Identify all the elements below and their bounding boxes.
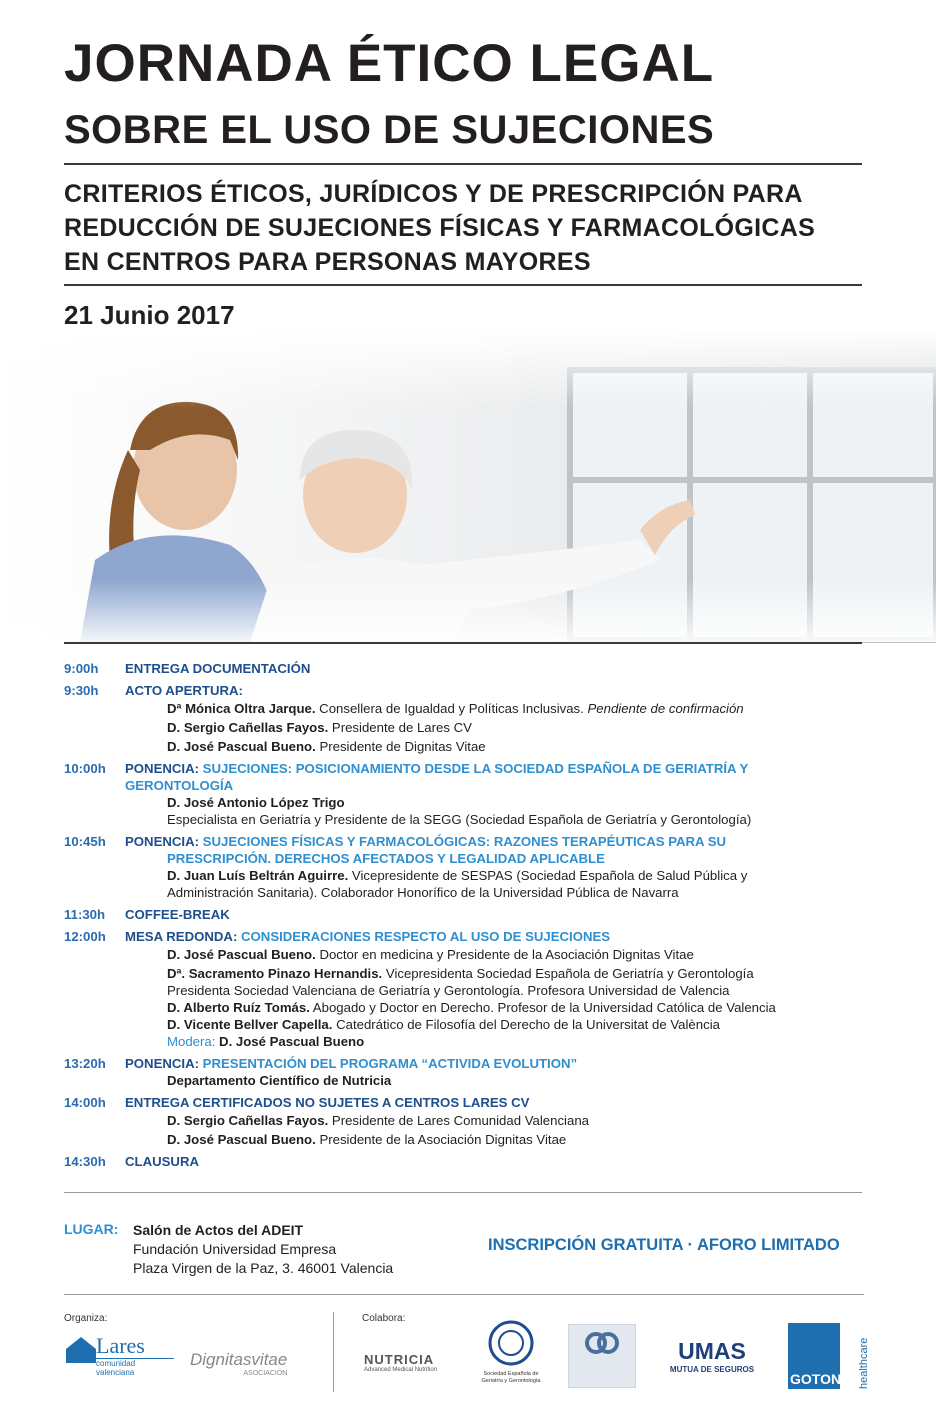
schedule-item: [64, 760, 864, 828]
speaker-line: D. Juan Luís Beltrán Aguirre. Vicepresidente de SESPAS (Sociedad Española de Salud Pública y: [167, 868, 748, 883]
event-title: JORNADA ÉTICO LEGAL: [64, 34, 715, 93]
schedule-item: [64, 682, 864, 755]
schedule-title: COFFEE-BREAK: [125, 907, 230, 922]
speaker-line: D. Sergio Cañellas Fayos. Presidente de Lares CV: [167, 720, 472, 735]
speaker-line: D. Sergio Cañellas Fayos. Presidente de Lares Comunidad Valenciana: [167, 1113, 589, 1128]
colabora-label: Colabora:: [362, 1313, 406, 1324]
divider: [64, 163, 862, 165]
schedule-time: 11:30h: [64, 907, 106, 922]
schedule-time: 10:00h: [64, 761, 106, 776]
speaker-line: D. Vicente Bellver Capella. Catedrático de Filosofía del Derecho de la Universitat de València: [167, 1017, 720, 1032]
schedule-title: PONENCIA: SUJECIONES FÍSICAS Y FARMACOLÓGICAS: RAZONES TERAPÉUTICAS PARA SU PRESCRIPCIÓN. DERECHOS AFECTADOS Y LEGALIDAD APLICABLE: [125, 834, 727, 866]
speaker-line: D. José Antonio López Trigo: [167, 795, 345, 810]
schedule-title: MESA REDONDA: CONSIDERACIONES RESPECTO AL USO DE SUJECIONES: [125, 929, 611, 944]
event-subtitle-main: SOBRE EL USO DE SUJECIONES: [64, 108, 715, 152]
speaker-line: Dª. Sacramento Pinazo Hernandis. Vicepresidenta Sociedad Española de Geriatría y Gerontología: [167, 966, 754, 981]
description-line: REDUCCIÓN DE SUJECIONES FÍSICAS Y FARMACOLÓGICAS: [64, 214, 816, 242]
umas-logo: UMAS MUTUA DE SEGUROS: [669, 1338, 755, 1374]
location-address: Salón de Actos del ADEIT Fundación Universidad Empresa Plaza Virgen de la Paz, 3. 46001 Valencia: [133, 1222, 394, 1276]
goton-healthcare-label: healthcare: [858, 1337, 870, 1389]
speaker-line: D. José Pascual Bueno. Presidente de Dignitas Vitae: [167, 739, 486, 754]
speaker-line: Presidenta Sociedad Valenciana de Geriatría y Gerontología. Profesora Universidad de Valencia: [167, 983, 730, 998]
schedule-title: PONENCIA: PRESENTACIÓN DEL PROGRAMA “ACTIVIDA EVOLUTION”: [125, 1056, 578, 1071]
schedule-time: 10:45h: [64, 834, 106, 849]
schedule-item: [64, 660, 864, 677]
sponsor-divider: [333, 1312, 334, 1392]
speaker-line: Dª Mónica Oltra Jarque. Consellera de Igualdad y Políticas Inclusivas. Pendiente de confirmación: [167, 701, 744, 716]
dignitas-logo: Dignitasvitae ASOCIACIÓN: [190, 1350, 288, 1377]
schedule-item: [64, 928, 864, 1050]
schedule-time: 9:00h: [64, 661, 99, 676]
nutricia-logo: NUTRICIA Advanced Medical Nutrition: [364, 1352, 438, 1373]
speaker-line: Administración Sanitaria). Colaborador Honorífico de la Universidad Pública de Navarra: [167, 885, 679, 900]
schedule-item: [64, 1153, 864, 1170]
description-line: EN CENTROS PARA PERSONAS MAYORES: [64, 248, 591, 276]
schedule-time: 14:00h: [64, 1095, 106, 1110]
schedule-time: 13:20h: [64, 1056, 106, 1071]
speaker-line: D. Alberto Ruíz Tomás. Abogado y Doctor en Derecho. Profesor de la Universidad Católica de Valencia: [167, 1000, 776, 1015]
moderator-line: Modera: D. José Pascual Bueno: [167, 1034, 365, 1049]
location-label: LUGAR:: [64, 1221, 119, 1237]
divider: [64, 284, 862, 286]
schedule: [64, 660, 864, 1170]
schedule-title: ACTO APERTURA:: [125, 683, 243, 698]
speaker-line: Departamento Científico de Nutricia: [167, 1073, 392, 1088]
divider: [64, 1294, 864, 1295]
schedule-time: 14:30h: [64, 1154, 106, 1169]
schedule-title: ENTREGA CERTIFICADOS NO SUJETES A CENTROS LARES CV: [125, 1095, 530, 1110]
schedule-time: 9:30h: [64, 683, 99, 698]
college-logo: [568, 1324, 636, 1388]
schedule-item: [64, 833, 864, 901]
organiza-label: Organiza:: [64, 1313, 108, 1324]
schedule-item: [64, 1094, 864, 1148]
lares-logo: Lares comunidad valenciana: [64, 1333, 174, 1383]
hero-photo: [0, 330, 936, 642]
segg-logo: Sociedad Española de Geriatría y Gerontología: [478, 1320, 544, 1385]
description-line: CRITERIOS ÉTICOS, JURÍDICOS Y DE PRESCRIPCIÓN PARA: [64, 180, 803, 208]
schedule-title: PONENCIA: SUJECIONES: POSICIONAMIENTO DESDE LA SOCIEDAD ESPAÑOLA DE GERIATRÍA Y GERONTOLOGÍA: [125, 761, 749, 793]
speaker-line: D. José Pascual Bueno. Doctor en medicina y Presidente de la Asociación Dignitas Vitae: [167, 947, 694, 962]
divider: [64, 1192, 862, 1193]
schedule-item: [64, 906, 864, 923]
schedule-item: [64, 1055, 864, 1089]
schedule-title: ENTREGA DOCUMENTACIÓN: [125, 661, 311, 676]
speaker-line: Especialista en Geriatría y Presidente de la SEGG (Sociedad Española de Geriatría y Gerontología): [167, 812, 752, 827]
goton-logo: GOTON: [788, 1323, 840, 1389]
speaker-line: D. José Pascual Bueno. Presidente de la Asociación Dignitas Vitae: [167, 1132, 567, 1147]
event-description: [64, 177, 815, 279]
divider: [64, 642, 862, 644]
registration-note: INSCRIPCIÓN GRATUITA · AFORO LIMITADO: [488, 1236, 840, 1254]
schedule-time: 12:00h: [64, 929, 106, 944]
event-date: 21 Junio 2017: [64, 300, 235, 330]
schedule-title: CLAUSURA: [125, 1154, 199, 1169]
